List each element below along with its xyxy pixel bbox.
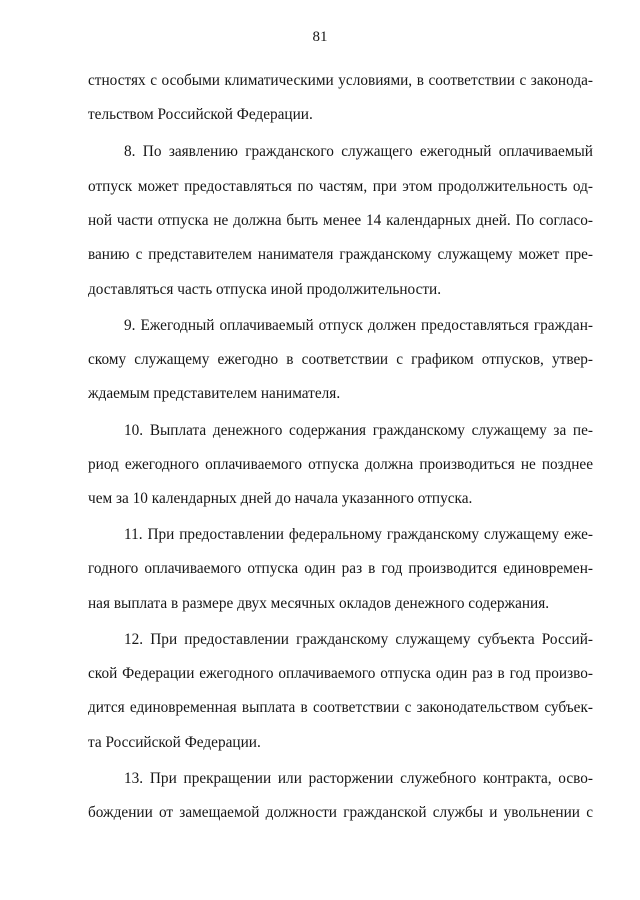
paragraph-10-line-2: риод ежегодного оплачиваемого отпуска должна производиться не позднее (88, 456, 593, 473)
paragraph-9-line-3: ждаемым представителем нанимателя. (88, 385, 341, 402)
paragraph-13-line-1: 13. При прекращении или расторжении служебного контракта, осво- (124, 770, 593, 787)
paragraph-11-line-3: ная выплата в размере двух месячных окладов денежного содержания. (88, 595, 550, 612)
paragraph-13-line-2: бождении от замещаемой должности гражданской службы и увольнении с (88, 804, 593, 821)
paragraph-12-line-3: дится единовременная выплата в соответствии с законодательством субъек- (88, 699, 593, 716)
paragraph-cont-line-2: тельством Российской Федерации. (88, 106, 313, 123)
paragraph-8-line-3: ной части отпуска не должна быть менее 14 календарных дней. По согласо- (88, 212, 593, 229)
paragraph-11-line-1: 11. При предоставлении федеральному гражданскому служащему еже- (124, 526, 593, 543)
paragraph-cont-line-1: стностях с особыми климатическими условиями, в соответствии с законода- (88, 72, 593, 89)
paragraph-9-line-1: 9. Ежегодный оплачиваемый отпуск должен предоставляться граждан- (124, 317, 593, 334)
paragraph-12-line-1: 12. При предоставлении гражданскому служащему субъекта Россий- (124, 631, 593, 648)
paragraph-12-line-4: та Российской Федерации. (88, 734, 261, 751)
paragraph-9-line-2: скому служащему ежегодно в соответствии с графиком отпусков, утвер- (88, 351, 593, 368)
paragraph-11-line-2: годного оплачиваемого отпуска один раз в год производится единовремен- (88, 560, 593, 577)
paragraph-12-line-2: ской Федерации ежегодного оплачиваемого отпуска один раз в год произво- (88, 665, 593, 682)
paragraph-10-line-1: 10. Выплата денежного содержания гражданскому служащему за пе- (124, 422, 593, 439)
page-number: 81 (312, 29, 328, 45)
paragraph-8-line-4: ванию с представителем нанимателя гражданскому служащему может пре- (88, 246, 593, 263)
paragraph-8-line-2: отпуск может предоставляться по частям, при этом продолжительность од- (88, 178, 593, 195)
paragraph-8-line-5: доставляться часть отпуска иной продолжительности. (88, 281, 442, 298)
paragraph-10-line-3: чем за 10 календарных дней до начала указанного отпуска. (88, 490, 473, 507)
paragraph-8-line-1: 8. По заявлению гражданского служащего ежегодный оплачиваемый (124, 143, 593, 160)
